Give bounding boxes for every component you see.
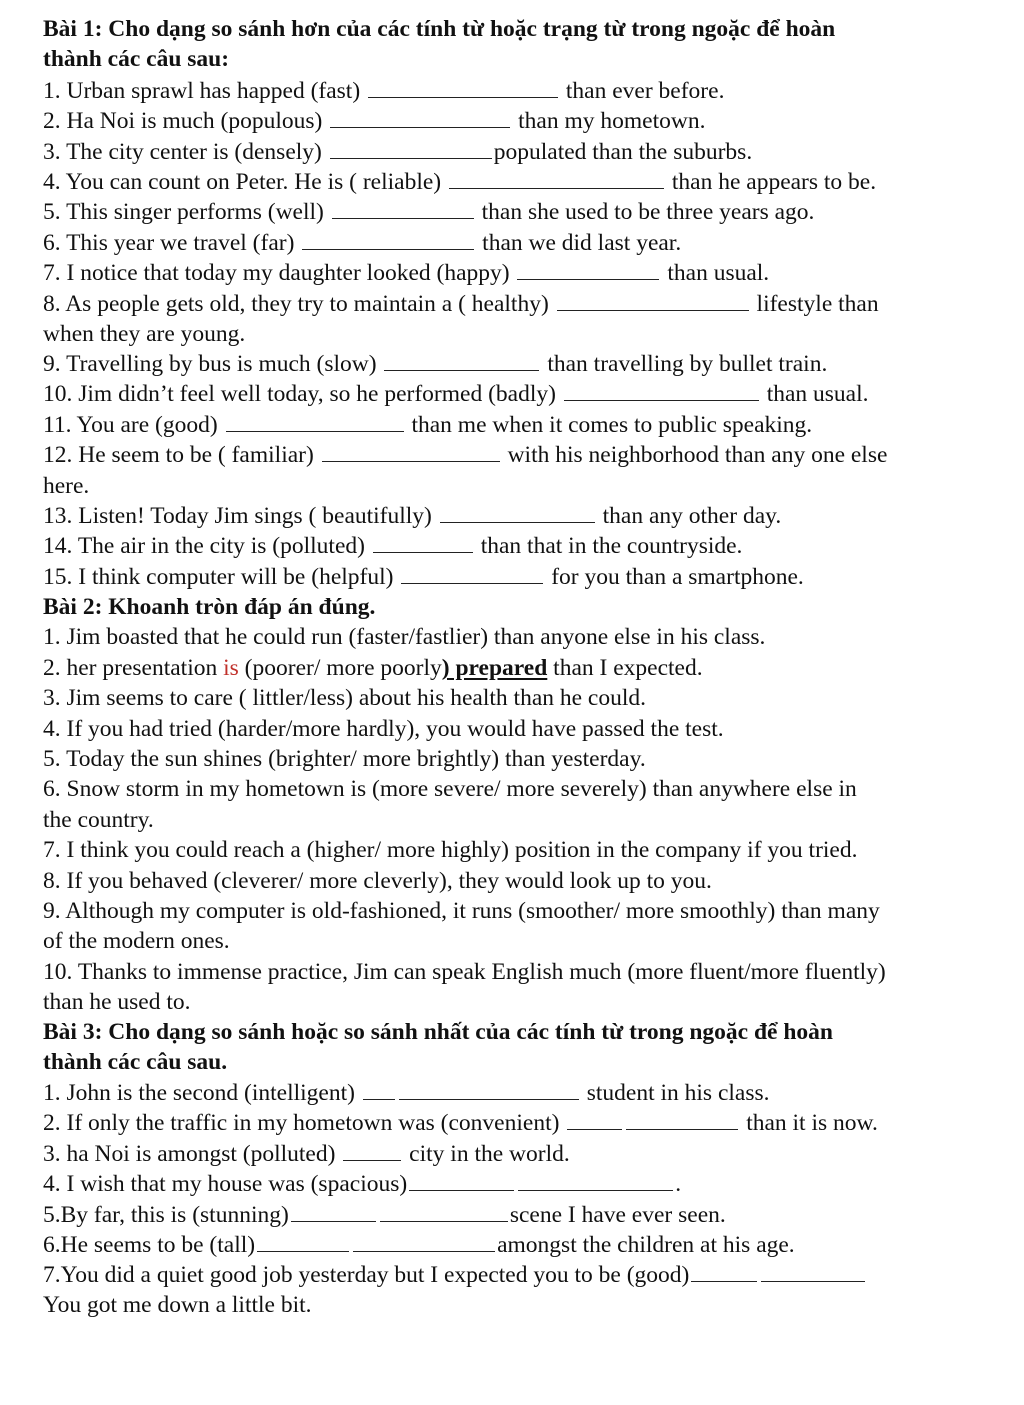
- ex2-item-10-cont: than he used to.: [43, 989, 191, 1015]
- exercise-3-title-cont: thành các câu sau.: [43, 1049, 228, 1075]
- ex2-item-9-cont: of the modern ones.: [43, 928, 230, 954]
- ex1-item-11: 11. You are (good) than me when it comes to public speaking.: [43, 412, 813, 438]
- ex2-item-9: 9. Although my computer is old-fashioned, it runs (smoother/ more smoothly) than many: [43, 898, 880, 924]
- ex1-item-15: 15. I think computer will be (helpful) for you than a smartphone.: [43, 564, 804, 590]
- ex1-item-1: 1. Urban sprawl has happed (fast) than ever before.: [43, 78, 725, 104]
- ex3-item-7-cont: You got me down a little bit.: [43, 1292, 312, 1318]
- ex1-item-12-cont: here.: [43, 473, 90, 499]
- ex1-item-2: 2. Ha Noi is much (populous) than my hometown.: [43, 108, 706, 134]
- ex3-item-5: 5.By far, this is (stunning) scene I have ever seen.: [43, 1202, 726, 1228]
- ex1-item-8-cont: when they are young.: [43, 321, 246, 347]
- ex2-item-6-cont: the country.: [43, 807, 154, 833]
- ex2-item-7: 7. I think you could reach a (higher/ more highly) position in the company if you tried.: [43, 837, 858, 863]
- ex2-item-4: 4. If you had tried (harder/more hardly), you would have passed the test.: [43, 716, 724, 742]
- ex2-item-3: 3. Jim seems to care ( littler/less) about his health than he could.: [43, 685, 647, 711]
- ex1-item-3: 3. The city center is (densely) populated than the suburbs.: [43, 139, 753, 165]
- ex3-item-7: 7.You did a quiet good job yesterday but I expected you to be (good): [43, 1260, 867, 1290]
- ex2-item-5: 5. Today the sun shines (brighter/ more brightly) than yesterday.: [43, 746, 646, 772]
- ex1-item-14: 14. The air in the city is (polluted) than that in the countryside.: [43, 533, 743, 559]
- ex2-item-1: 1. Jim boasted that he could run (faster/fastlier) than anyone else in his class.: [43, 624, 766, 650]
- ex1-item-10: 10. Jim didn’t feel well today, so he performed (badly) than usual.: [43, 381, 869, 407]
- exercise-3-title: Bài 3: Cho dạng so sánh hoặc so sánh nhất của các tính từ trong ngoặc để hoàn: [43, 1019, 833, 1045]
- ex1-item-9: 9. Travelling by bus is much (slow) than travelling by bullet train.: [43, 351, 828, 377]
- ex3-item-6: 6.He seems to be (tall) amongst the children at his age.: [43, 1232, 795, 1258]
- exercise-1-title: Bài 1: Cho dạng so sánh hơn của các tính từ hoặc trạng từ trong ngoặc để hoàn: [43, 16, 836, 42]
- ex3-item-4: 4. I wish that my house was (spacious) .: [43, 1171, 682, 1197]
- underlined-words: ) prepared: [441, 655, 548, 681]
- ex1-item-8: 8. As people gets old, they try to maintain a ( healthy) lifestyle than: [43, 291, 879, 317]
- ex1-item-12: 12. He seem to be ( familiar) with his neighborhood than any one else: [43, 442, 888, 468]
- ex2-item-6: 6. Snow storm in my hometown is (more severe/ more severely) than anywhere else in: [43, 776, 857, 802]
- ex3-item-1: 1. John is the second (intelligent) student in his class.: [43, 1080, 770, 1106]
- exercise-2-title: Bài 2: Khoanh tròn đáp án đúng.: [43, 594, 376, 620]
- ex3-item-2: 2. If only the traffic in my hometown was (convenient) than it is now.: [43, 1110, 878, 1136]
- ex1-item-6: 6. This year we travel (far) than we did last year.: [43, 230, 682, 256]
- ex1-item-5: 5. This singer performs (well) than she used to be three years ago.: [43, 199, 815, 225]
- ex2-item-10: 10. Thanks to immense practice, Jim can speak English much (more fluent/more fluently): [43, 959, 886, 985]
- ex2-item-8: 8. If you behaved (cleverer/ more cleverly), they would look up to you.: [43, 868, 712, 894]
- highlighted-word: is: [223, 655, 239, 681]
- ex1-item-13: 13. Listen! Today Jim sings ( beautifully) than any other day.: [43, 503, 782, 529]
- ex1-item-7: 7. I notice that today my daughter looked (happy) than usual.: [43, 260, 770, 286]
- exercise-1-title-cont: thành các câu sau:: [43, 46, 230, 72]
- ex2-item-2: 2. her presentation is (poorer/ more poorly) prepared than I expected.: [43, 655, 703, 681]
- ex3-item-3: 3. ha Noi is amongst (polluted) city in the world.: [43, 1141, 570, 1167]
- ex1-item-4: 4. You can count on Peter. He is ( reliable) than he appears to be.: [43, 169, 877, 195]
